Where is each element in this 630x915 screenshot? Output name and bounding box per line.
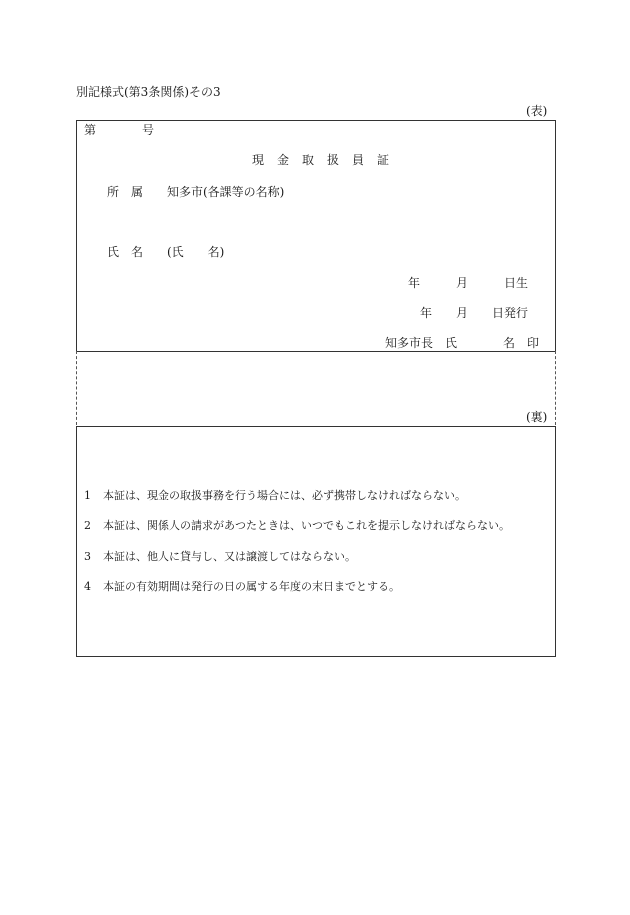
back-card [76,426,556,657]
name-label: 氏 名 [107,245,144,259]
rule-number: 1 [84,489,91,502]
issue-day: 日発行 [492,306,529,320]
rule-item [84,580,400,593]
birth-year: 年 [408,276,421,290]
form-label: 別記様式(第3条関係)その3 [76,85,221,99]
issue-year: 年 [420,306,433,320]
card-title: 現金取扱員証 [252,153,403,167]
rule-text: 本証は、他人に貸与し、又は譲渡してはならない。 [103,550,356,563]
birth-day: 日生 [504,276,529,290]
rule-number: 2 [84,519,91,532]
number-suffix: 号 [142,123,155,137]
rule-text: 本証は、現金の取扱事務を行う場合には、必ず携帯しなければならない。 [103,489,466,502]
seal-mark: 印 [527,336,540,350]
issuer-surname: 氏 [445,336,458,350]
birth-month: 月 [456,276,469,290]
rule-number: 3 [84,550,91,563]
rule-text: 本証は、関係人の請求があつたときは、いつでもこれを提示しなければならない。 [103,519,510,532]
issuer-title: 知多市長 [385,336,434,350]
name-value: (氏 名) [167,245,225,259]
rule-item [84,550,356,563]
back-side-label: (裏) [526,410,548,424]
cut-line-zone [76,351,556,425]
rule-item [84,489,466,502]
affiliation-label: 所 属 [107,185,144,199]
number-prefix: 第 [84,123,97,137]
rule-text: 本証の有効期間は発行の日の属する年度の末日までとする。 [103,580,400,593]
front-side-label: (表) [526,104,548,118]
affiliation-value: 知多市(各課等の名称) [167,185,285,199]
issue-month: 月 [456,306,469,320]
issuer-name: 名 [503,336,516,350]
rule-number: 4 [84,580,91,593]
rule-item [84,519,510,532]
